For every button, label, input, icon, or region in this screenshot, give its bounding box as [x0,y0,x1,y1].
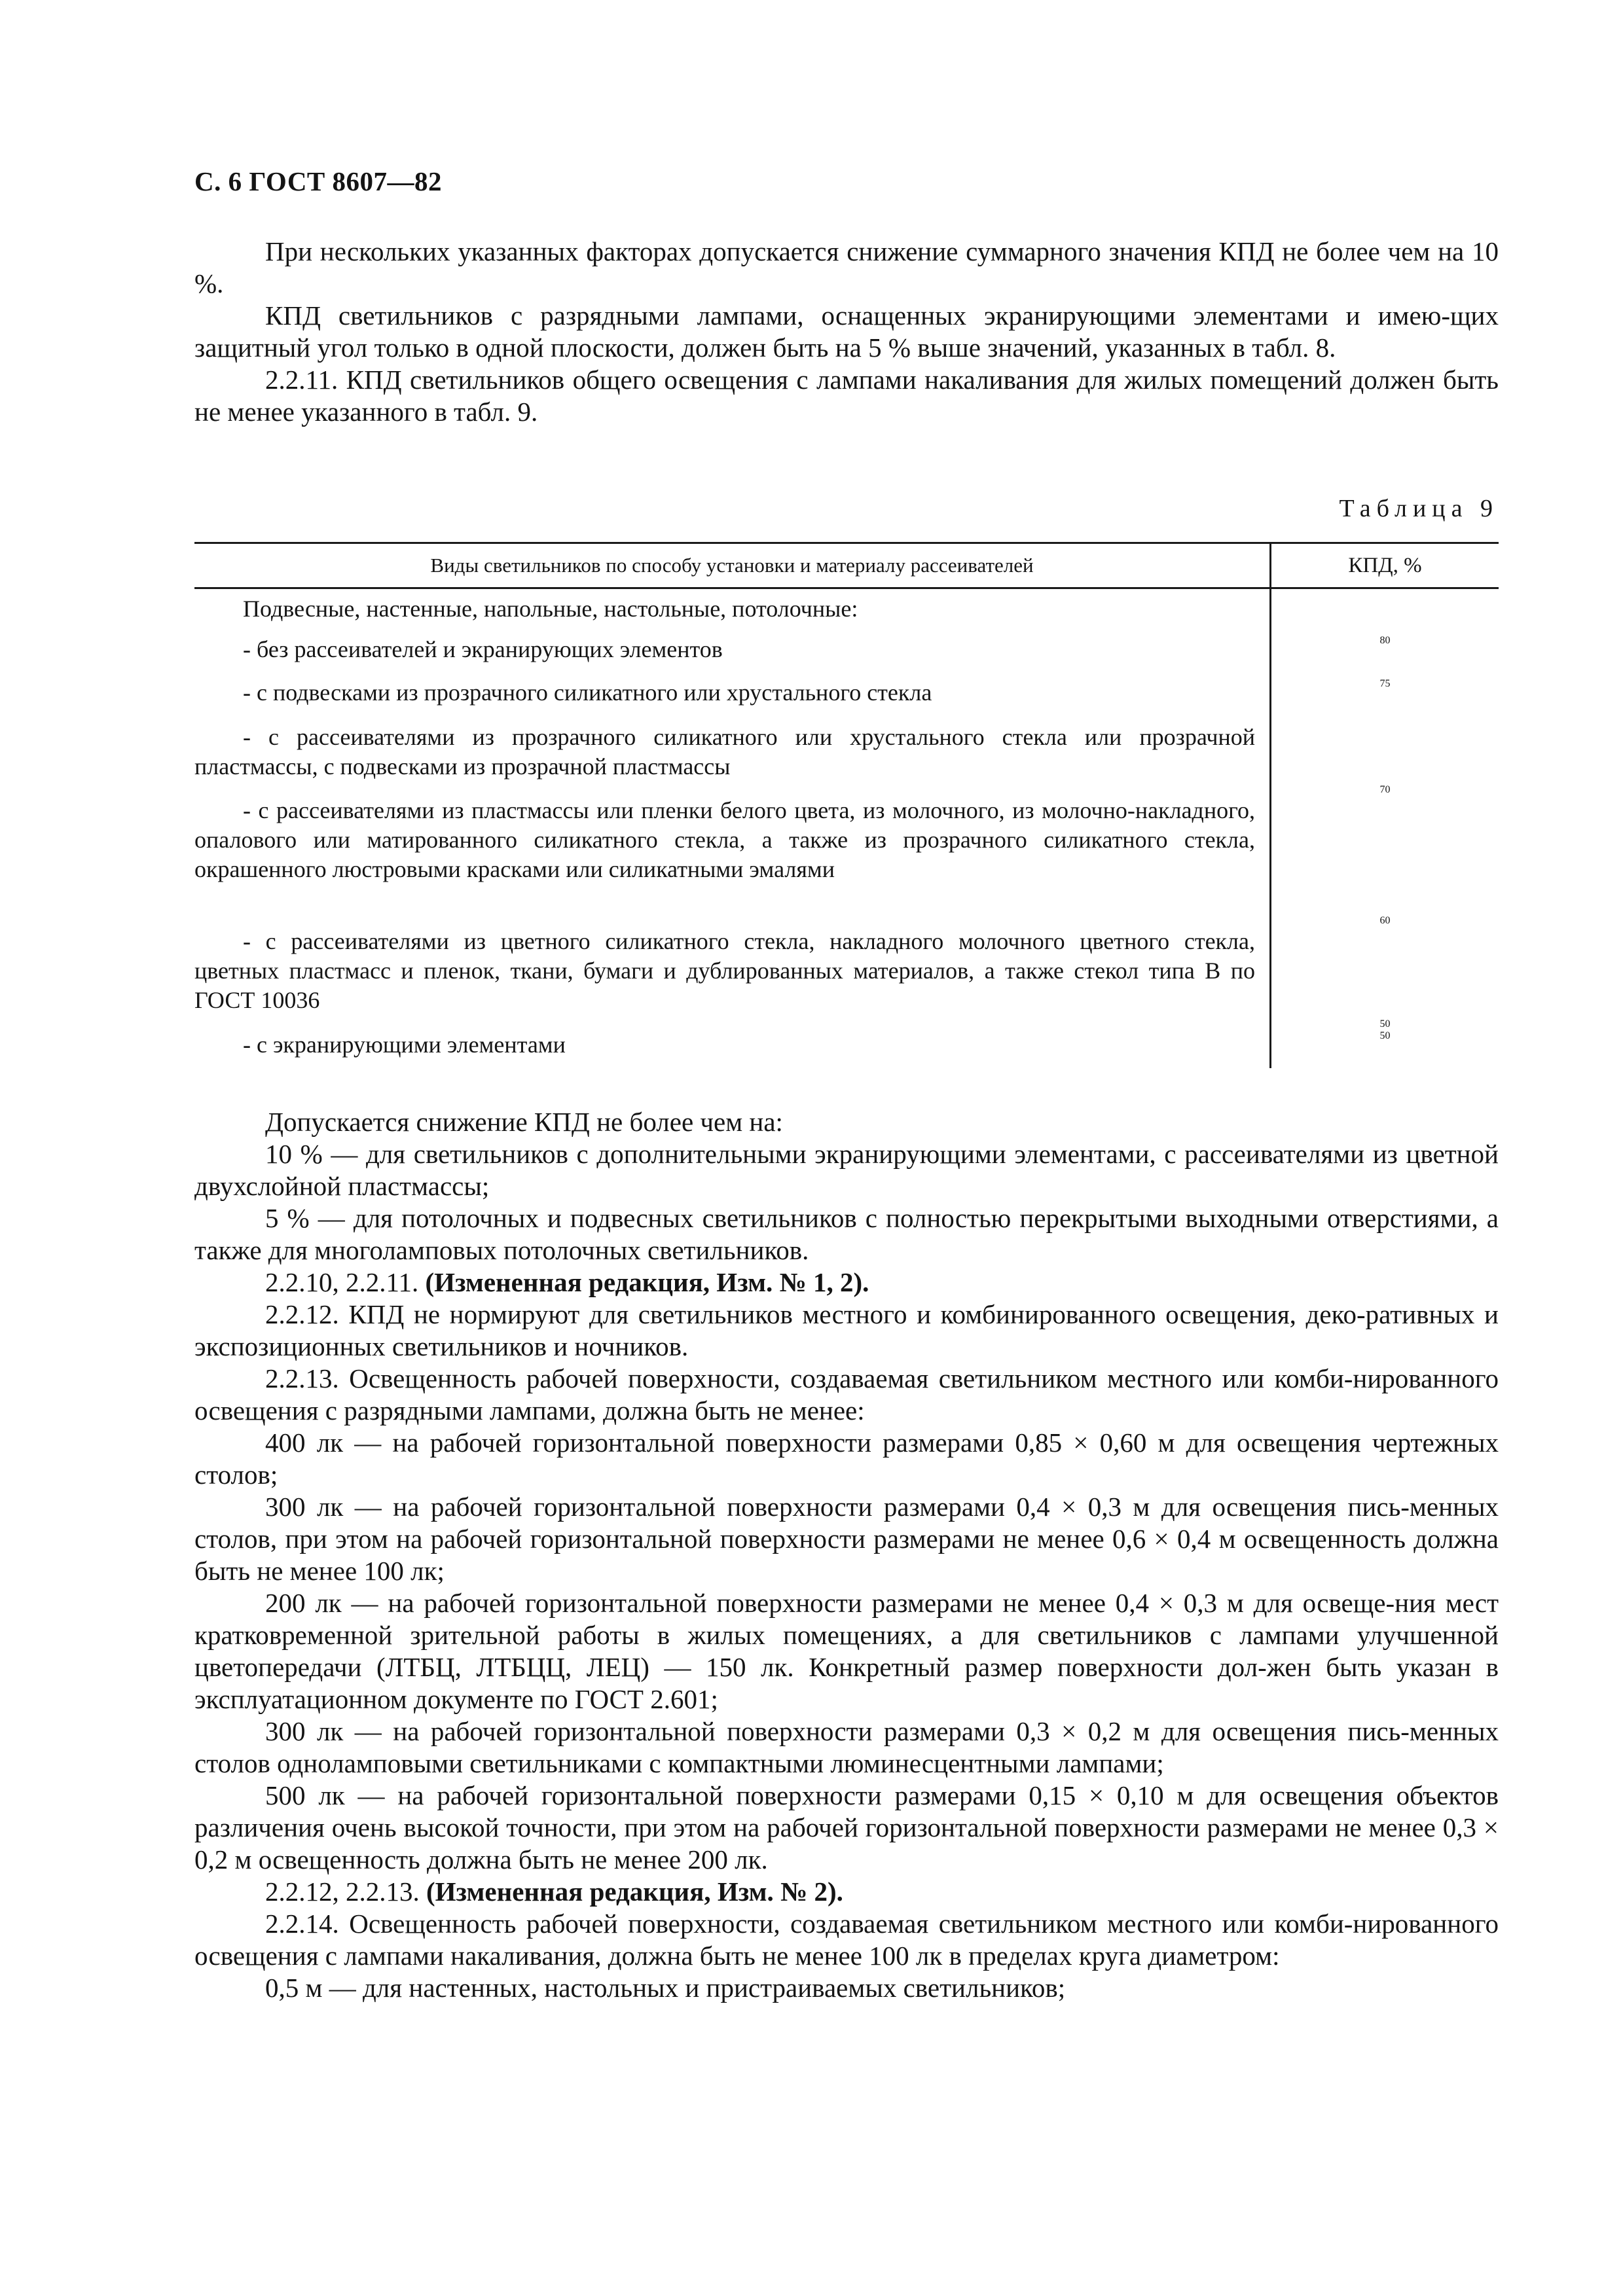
table-body [194,589,1499,1068]
row-value-text: 50 [1379,1018,1391,1030]
page-header: С. 6 ГОСТ 8607—82 [194,166,443,196]
row-value: 50 [1379,1030,1391,1041]
amendment-text: (Измененная редакция, Изм. № 2). [426,1876,843,1907]
row-value-text: 70 [1379,784,1391,795]
paragraph: При нескольких указанных факторах допускается снижение суммарного значения КПД не более чем на 10 %. [194,236,1499,298]
table-header-type: Виды светильников по способу установки и материалу рассеивателей [194,544,1271,587]
paragraph: 300 лк — на рабочей горизонтальной поверхности размерами 0,4 × 0,3 м для освещения пись-менных столов, при этом на рабочей горизонтальной поверхности размерами не менее 0,6 × 0,4 м освещенность должна быть не менее 100 лк; [194,1492,1499,1586]
amendment-note [194,1876,1499,1908]
row-value: 75 [1379,678,1391,689]
row-desc: - без рассеивателей и экранирующих элементов [243,636,723,662]
table-row [194,796,1255,927]
row-value [1271,723,1499,796]
row-desc: - с рассеивателями из цветного силикатного стекла, накладного молочного цветного стекла, цветных пластмасс и пленок, ткани, бумаги и дублированных материалов, а также стекол типа В по ГОСТ 10036 [194,928,1255,1013]
paragraph: 200 лк — на рабочей горизонтальной поверхности размерами не менее 0,4 × 0,3 м для освеще-ния мест кратковременной зрительной работы в жилых помещениях, а для светильников с лампами улучшенной цветопередачи (ЛТБЦ, ЛТБЦЦ, ЛЕЦ) — 150 лк. Конкретный размер поверхности дол-жен быть указан в эксплуатационном документе по ГОСТ 2.601; [194,1588,1499,1714]
paragraph: 2.2.13. Освещенность рабочей поверхности, создаваемая светильником местного или комби-нированного освещения с разрядными лампами, должна быть не менее: [194,1363,1499,1426]
table-caption: Таблица 9 [1339,495,1499,522]
paragraph: 2.2.12. КПД не нормируют для светильников местного и комбинированного освещения, деко-ративных и экспозиционных светильников и ночников. [194,1299,1499,1361]
table-row [194,927,1255,1030]
table-row [194,635,1255,678]
amendment-ref: 2.2.10, 2.2.11. [265,1267,426,1297]
row-value [1271,927,1499,1030]
top-text [194,236,1499,428]
row-desc: - с подвесками из прозрачного силикатного или хрустального стекла [243,679,932,706]
paragraph: 500 лк — на рабочей горизонтальной поверхности размерами 0,15 × 0,10 м для освещения объектов различения очень высокой точности, при этом на рабочей горизонтальной поверхности размерами не менее 0,3 × 0,2 м освещенность должна быть не менее 200 лк. [194,1780,1499,1874]
bottom-text [194,1106,1499,2004]
row-desc: Подвесные, настенные, напольные, настольные, потолочные: [243,596,858,622]
paragraph: 2.2.14. Освещенность рабочей поверхности, создаваемая светильником местного или комби-нированного освещения с лампами накаливания, должна быть не менее 100 лк в пределах круга диаметром: [194,1909,1499,1971]
paragraph: 300 лк — на рабочей горизонтальной поверхности размерами 0,3 × 0,2 м для освещения пись-менных столов одноламповыми светильниками с компактными люминесцентными лампами; [194,1716,1499,1778]
paragraph: 400 лк — на рабочей горизонтальной поверхности размерами 0,85 × 0,60 м для освещения чертежных столов; [194,1427,1499,1490]
paragraph: 5 % — для потолочных и подвесных светильников с полностью перекрытыми выходными отверстиями, а также для многоламповых потолочных светильников. [194,1203,1499,1265]
paragraph: 10 % — для светильников с дополнительными экранирующими элементами, с рассеивателями из цветной двухслойной пластмассы; [194,1139,1499,1201]
row-desc: - с рассеивателями из пластмассы или пленки белого цвета, из молочного, из молочно-накладного, опалового или матированного силикатного стекла, а также из прозрачного силикатного стекла, окрашенного люстровыми красками или силикатными эмалями [194,797,1255,882]
amendment-ref: 2.2.12, 2.2.13. [265,1876,426,1907]
row-value: 80 [1379,635,1391,646]
row-desc: - с экранирующими элементами [243,1031,566,1058]
paragraph: Допускается снижение КПД не более чем на: [265,1107,783,1137]
row-value-text: 60 [1379,915,1391,926]
paragraph: 2.2.11. КПД светильников общего освещения с лампами накаливания для жилых помещений должен быть не менее указанного в табл. 9. [194,365,1499,427]
table-row [194,723,1255,796]
table-row [194,1030,1255,1068]
table-row [194,594,1255,635]
amendment-text: (Измененная редакция, Изм. № 1, 2). [425,1267,869,1297]
row-desc: - с рассеивателями из прозрачного силикатного или хрустального стекла или прозрачной пластмассы, с подвесками из прозрачной пластмассы [194,724,1255,780]
table-col-desc [194,589,1271,1068]
amendment-note [194,1266,1499,1299]
table-9 [194,542,1499,1068]
paragraph: 0,5 м — для настенных, настольных и пристраиваемых светильников; [265,1973,1066,2003]
table-header [194,544,1499,589]
paragraph: КПД светильников с разрядными лампами, оснащенных экранирующими элементами и имею-щих защитный угол только в одной плоскости, должен быть на 5 % выше значений, указанных в табл. 8. [194,300,1499,363]
table-header-efficiency: КПД, % [1348,553,1422,577]
table-row [194,678,1255,723]
row-value [1271,796,1499,927]
table-col-efficiency [1271,589,1499,1068]
